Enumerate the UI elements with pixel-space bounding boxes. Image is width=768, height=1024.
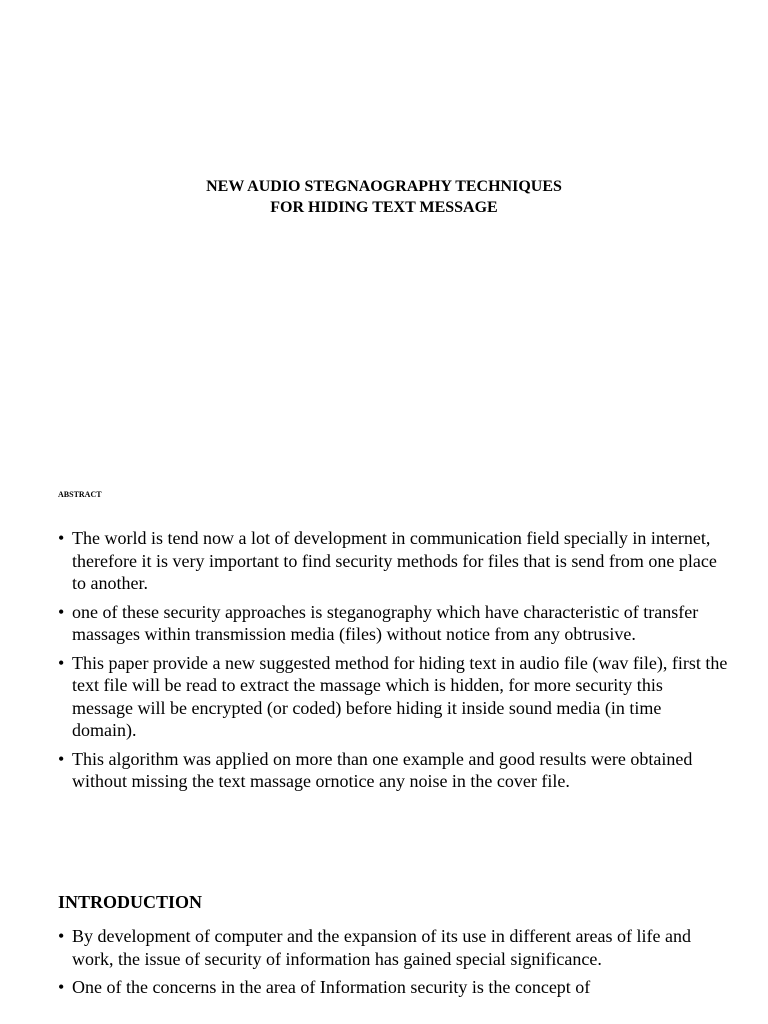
- abstract-heading: ABSTRACT: [58, 490, 102, 499]
- document-title: [0, 176, 768, 218]
- list-item: [58, 925, 728, 970]
- bullet-icon: •: [58, 926, 65, 946]
- bullet-icon: •: [58, 748, 65, 769]
- title-line-1: NEW AUDIO STEGNAOGRAPHY TECHNIQUES: [206, 178, 562, 195]
- bullet-icon: •: [58, 601, 65, 622]
- bullet-icon: •: [58, 652, 65, 673]
- bullet-text: This algorithm was applied on more than one example and good results were obtained without missing the text massage ornotice any noise in the cover file.: [72, 748, 693, 791]
- introduction-bullet-list: [58, 925, 728, 1005]
- bullet-icon: •: [58, 528, 65, 548]
- bullet-icon: •: [58, 977, 65, 997]
- bullet-text: By development of computer and the expansion of its use in different areas of life and work, the issue of security of information has gained special significance.: [72, 926, 691, 969]
- bullet-text: one of these security approaches is steganography which have characteristic of transfer massages within transmission media (files) without notice from any obtrusive.: [72, 601, 699, 644]
- list-item: [58, 527, 728, 595]
- abstract-bullet-list: [58, 527, 728, 799]
- list-item: [58, 976, 728, 999]
- introduction-heading: INTRODUCTION: [58, 892, 203, 912]
- list-item: [58, 652, 728, 742]
- bullet-text: This paper provide a new suggested method for hiding text in audio file (wav file), first the text file will be read to extract the massage which is hidden, for more security this message will be encrypted (or coded) before hiding it inside sound media (in time domain).: [72, 652, 728, 740]
- bullet-text: One of the concerns in the area of Information security is the concept of: [72, 977, 591, 997]
- list-item: [58, 748, 728, 793]
- list-item: [58, 601, 728, 646]
- title-line-2: FOR HIDING TEXT MESSAGE: [270, 199, 498, 216]
- bullet-text: The world is tend now a lot of development in communication field specially in internet, therefore it is very important to find security methods for files that is send from one place to another.: [72, 528, 717, 593]
